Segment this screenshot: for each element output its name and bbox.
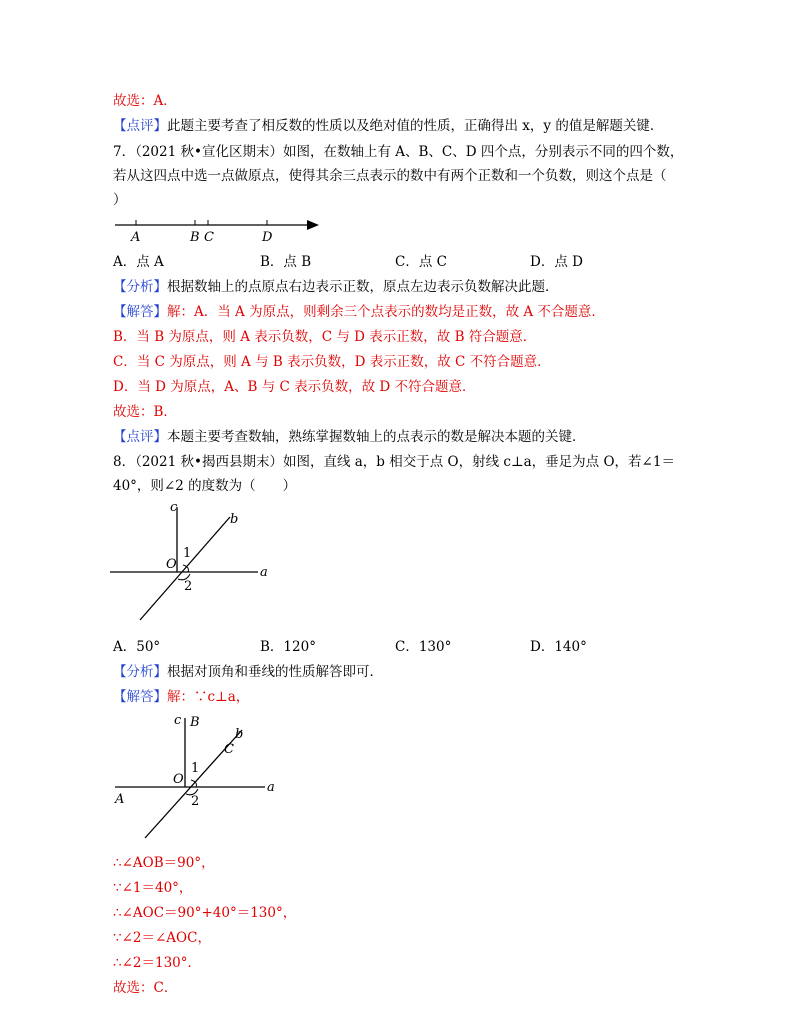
fig2-label-c: c [174,713,182,728]
q7-stem-line2: 若从这四点中选一点做原点，使得其余三点表示的数中有两个正数和一个负数，则这个点是（ [113,168,667,184]
q8-step-1: ∴∠AOB＝90°， [113,855,215,871]
prev-comment [113,116,663,136]
q7-option-d: D．点 D [530,254,583,270]
q8-answer-start [113,687,249,707]
q8-option-c: C．130° [395,639,452,655]
q8-stem-line2: 40°，则∠2 的度数为（ ） [113,478,297,494]
q7-answer-line4: D．当 D 为原点，A、B 与 C 表示负数，故 D 不符合题意． [113,379,476,395]
fig2-label-2: 2 [191,794,200,809]
fig1-label-b: b [230,512,239,527]
q8-step-2: ∵∠1＝40°， [113,880,193,896]
q8-option-d: D．140° [530,639,587,655]
q8-stem-text1: （2021 秋•揭西县期末）如图，直线 a，b 相交于点 O，射线 c⊥a，垂足为点 O，若∠1＝ [135,454,675,470]
fig2-label-c-upper: C [224,742,234,757]
q7-label-a: A [131,230,141,245]
answer-text1: 解：A．当 A 为原点，则剩余三个点表示的数均是正数，故 A 不合题意． [167,304,605,320]
comment-text: 本题主要考查数轴，熟练掌握数轴上的点表示的数是解决本题的关键． [167,429,586,445]
fig1-label-c: c [170,500,178,515]
q7-number-line-figure [105,215,330,247]
q7-label-d: D [262,230,273,245]
comment-tag: 【点评】 [113,118,167,134]
q7-comment [113,427,586,447]
q8-analysis [113,662,383,682]
q8-figure-2 [105,710,290,845]
q8-step-4: ∵∠2＝∠AOC， [113,930,211,946]
q7-stem-text1: （2021 秋•宣化区期末）如图，在数轴上有 A、B、C、D 四个点，分别表示不同的四个数， [135,144,684,160]
comment-tag: 【点评】 [113,429,167,445]
fig2-label-1: 1 [191,761,200,776]
q7-analysis [113,277,559,297]
analysis-tag: 【分析】 [113,279,167,295]
analysis-text: 根据数轴上的点原点右边表示正数，原点左边表示负数解决此题． [167,279,559,295]
q8-stem-line1 [113,452,675,472]
fig2-label-o: O [173,772,184,787]
fig1-label-2: 2 [184,579,193,594]
q8-figure-1 [100,495,280,625]
q8-option-a: A．50° [113,639,161,655]
q8-step-3: ∴∠AOC＝90°+40°＝130°， [113,905,297,921]
q7-choice: 故选：B． [113,404,177,420]
fig2-label-a: a [267,780,275,795]
q8-number: 8． [113,454,136,470]
q7-option-a: A．点 A [113,254,164,270]
analysis-text: 根据对顶角和垂线的性质解答即可． [167,664,383,680]
q7-stem-line1 [113,142,683,162]
q7-stem-line3: ） [113,192,127,208]
answer-start-text: 解：∵c⊥a， [167,689,250,705]
q8-option-b: B．120° [260,639,316,655]
q7-option-c: C．点 C [395,254,447,270]
fig2-label-a-upper: A [115,792,125,807]
fig2-label-b: b [235,727,244,742]
q7-label-b: B [190,230,200,245]
q7-answer-line1 [113,302,605,322]
comment-text: 此题主要考查了相反数的性质以及绝对值的性质，正确得出 x，y 的值是解题关键． [167,118,664,134]
q7-number: 7． [113,144,136,160]
fig1-label-1: 1 [183,546,192,561]
answer-tag: 【解答】 [113,689,167,705]
answer-tag: 【解答】 [113,304,167,320]
q8-choice: 故选：C． [113,980,178,996]
q7-option-b: B．点 B [260,254,312,270]
fig1-label-o: O [166,557,177,572]
q7-answer-line3: C．当 C 为原点，则 A 与 B 表示负数，D 表示正数，故 C 不符合题意． [113,354,551,370]
analysis-tag: 【分析】 [113,664,167,680]
fig2-label-b-upper: B [190,715,200,730]
fig1-label-a: a [260,565,268,580]
q8-step-5: ∴∠2＝130°． [113,955,202,971]
prev-answer: 故选：A． [113,93,177,109]
q7-label-c: C [204,230,214,245]
q7-answer-line2: B．当 B 为原点，则 A 表示负数，C 与 D 表示正数，故 B 符合题意． [113,329,537,345]
